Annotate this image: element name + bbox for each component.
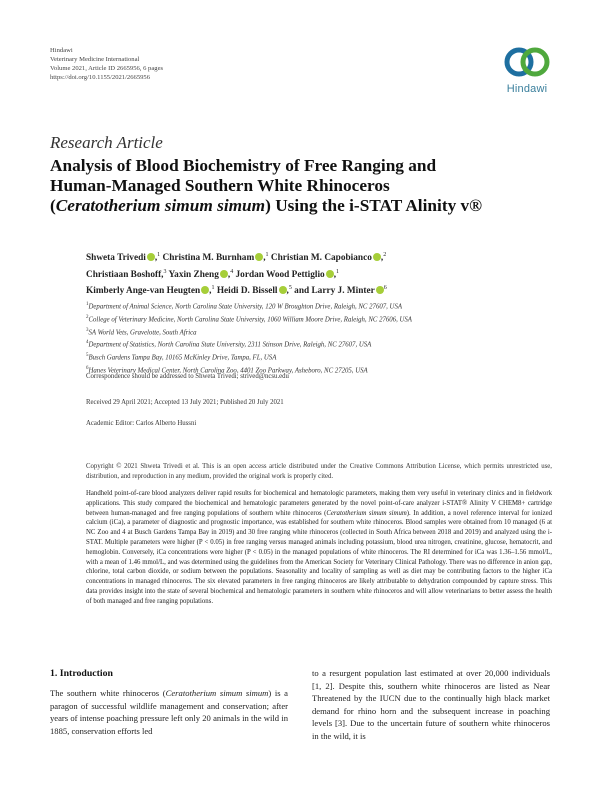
author-name: Christian M. Capobianco (270, 253, 372, 264)
journal-volume: Volume 2021, Article ID 2665956, 6 pages (50, 65, 164, 72)
title-line-2: Human-Managed Southern White Rhinoceros (50, 176, 390, 195)
hindawi-logo-text: Hindawi (506, 83, 548, 95)
orcid-icon[interactable] (255, 253, 263, 261)
article-type: Research Article (50, 133, 163, 152)
title-species: Ceratotherium simum simum (55, 196, 266, 215)
orcid-icon[interactable] (376, 286, 384, 294)
affiliation-item: $^2$College of Veterinary Medicine, North Carolina State University, 1060 William Moore Drive, Raleigh, NC 27606, USA (86, 314, 412, 324)
orcid-icon[interactable] (220, 270, 228, 278)
author-name: and Larry J. Minter (294, 286, 375, 297)
orcid-icon[interactable] (373, 253, 381, 261)
author-name: Yaxin Zheng (168, 269, 219, 280)
author-line-1: Shweta Trivedi ,$^1$ Christina M. Burnham ,$^1$ Christian M. Capobianco ,$^2$ (86, 252, 387, 264)
affiliation-item: $^5$Busch Gardens Tampa Bay, 10165 McKinley Drive, Tampa, FL, USA (86, 353, 277, 362)
publisher-name: Hindawi (50, 47, 73, 54)
affiliation-list (86, 300, 546, 377)
affiliation-item: $^3$SA World Vets, Gravelotte, South Africa (86, 327, 197, 336)
abstract-species: Ceratotherium simum simum (326, 509, 407, 517)
orcid-icon[interactable] (147, 253, 155, 261)
intro-left-column: The southern white rhinoceros (Ceratotherium simum simum) is a paragon of successful wildlife management and conservation; after years of intense poaching pressure left only 20 animals in the wild in 1885, conservation efforts led (50, 688, 288, 736)
affiliation-item: $^1$Department of Animal Science, North Carolina State University, 120 W Broughton Drive, Raleigh, NC 27607, USA (86, 302, 403, 311)
journal-name: Veterinary Medicine International (50, 56, 140, 63)
title-line-3: (Ceratotherium simum simum) Using the i-STAT Alinity v® (50, 196, 483, 215)
orcid-icon[interactable] (326, 270, 334, 278)
publication-dates: Received 29 April 2021; Accepted 13 July 2021; Published 20 July 2021 (86, 399, 284, 406)
author-name: Shweta Trivedi (86, 253, 146, 264)
hindawi-logo (494, 42, 560, 95)
author-name: Christiaan Boshoff, (86, 269, 164, 280)
title-line-1: Analysis of Blood Biochemistry of Free Ranging and (50, 156, 437, 175)
author-name: Kimberly Ange-van Heugten (86, 286, 201, 297)
academic-editor: Academic Editor: Carlos Alberto Hussni (86, 420, 197, 427)
author-line-3: Kimberly Ange-van Heugten ,$^1$ Heidi D. Bissell ,$^5$ and Larry J. Minter $^6$ (86, 285, 387, 297)
journal-info (50, 46, 163, 82)
affiliation-item: $^6$Hanes Veterinary Medical Center, North Carolina Zoo, 4401 Zoo Parkway, Asheboro, NC 27205, USA (86, 365, 368, 375)
abstract: Handheld point-of-care blood analyzers deliver rapid results for biochemical and hematologic parameters, making them very useful in veterinary clinics and in fieldwork applications. This study compared the biochemical and hematologic parameters generated by the novel point-of-care analyzer i-STAT® Alinity V CHEM8+ cartridge between human-managed and free ranging populations of southern white rhinoceros (Ceratotherium simum simum). In addition, a novel reference interval for ionized calcium (iCa), a parameter of diagnostic and prognostic importance, was established for southern white rhinoceros. Blood samples were obtained from 10 managed (6 at NC Zoo and 4 at Busch Gardens Tampa Bay in 2019) and 30 free ranging white rhinoceros (collected in South Africa between 2018 and 2019) and analyzed using the i-STAT. Multiple parameters were higher (P < 0.05) in free ranging versus managed animals including potassium, blood urea nitrogen, creatinine, glucose, hematocrit, and hemoglobin. Conversely, iCa concentrations were higher (P < 0.05) in the managed populations of white rhinoceros. The RI determined for iCa was 1.36–1.56 mmol/L, with a mean of 1.46 mmol/L, and was determined using the guidelines from the American Society for Veterinary Clinical Pathology. There was no difference in anion gap, chlorine, total carbon dioxide, or sodium between the populations. Seasonality and locality of sampling as well as diet may be contributing factors to the higher iCa concentrations in managed rhinoceros. The six elevated parameters in free ranging rhinoceros are likely attributable to dehydration compounded by capture stress. This data provides insight into the state of several biochemical and hematologic parameters in southern white rhinoceros and will allow veterinarians to better assess the health of both managed and free ranging populations. (86, 490, 553, 605)
author-name: Heidi D. Bissell (216, 286, 278, 297)
orcid-icon[interactable] (201, 286, 209, 294)
author-list (86, 249, 556, 299)
author-name: Christina M. Burnham (162, 253, 255, 264)
correspondence: Correspondence should be addressed to Shweta Trivedi; strived@ncsu.edu (86, 373, 289, 380)
intro-species: Ceratotherium simum simum (165, 688, 269, 698)
doi-link[interactable]: https://doi.org/10.1155/2021/2665956 (50, 74, 151, 81)
intro-right-column: to a resurgent population last estimated at over 20,000 individuals [1, 2]. Despite this, southern white rhinoceros are listed as Near Threatened by the IUCN due to the continually high black market demand for rhino horn and the subsequent increase in poaching levels [3]. Due to the uncertain future of southern white rhinoceros in the wild, it is (312, 668, 550, 741)
copyright-notice: Copyright © 2021 Shweta Trivedi et al. This is an open access article distributed under the Creative Commons Attribution License, which permits unrestricted use, distribution, and reproduction in any medium, provided the original work is properly cited. (86, 463, 552, 480)
orcid-icon[interactable] (279, 286, 287, 294)
affiliation-item: $^4$Department of Statistics, North Carolina State University, 2311 Stinson Drive, Raleigh, NC 27607, USA (86, 340, 372, 349)
hindawi-logo-icon (502, 42, 552, 82)
author-line-2: Christiaan Boshoff,$^3$ Yaxin Zheng ,$^4$ Jordan Wood Pettiglio ,$^1$ (86, 268, 340, 280)
article-title (50, 156, 550, 216)
section-heading-introduction: 1. Introduction (50, 668, 113, 679)
author-name: Jordan Wood Pettiglio (235, 269, 325, 280)
